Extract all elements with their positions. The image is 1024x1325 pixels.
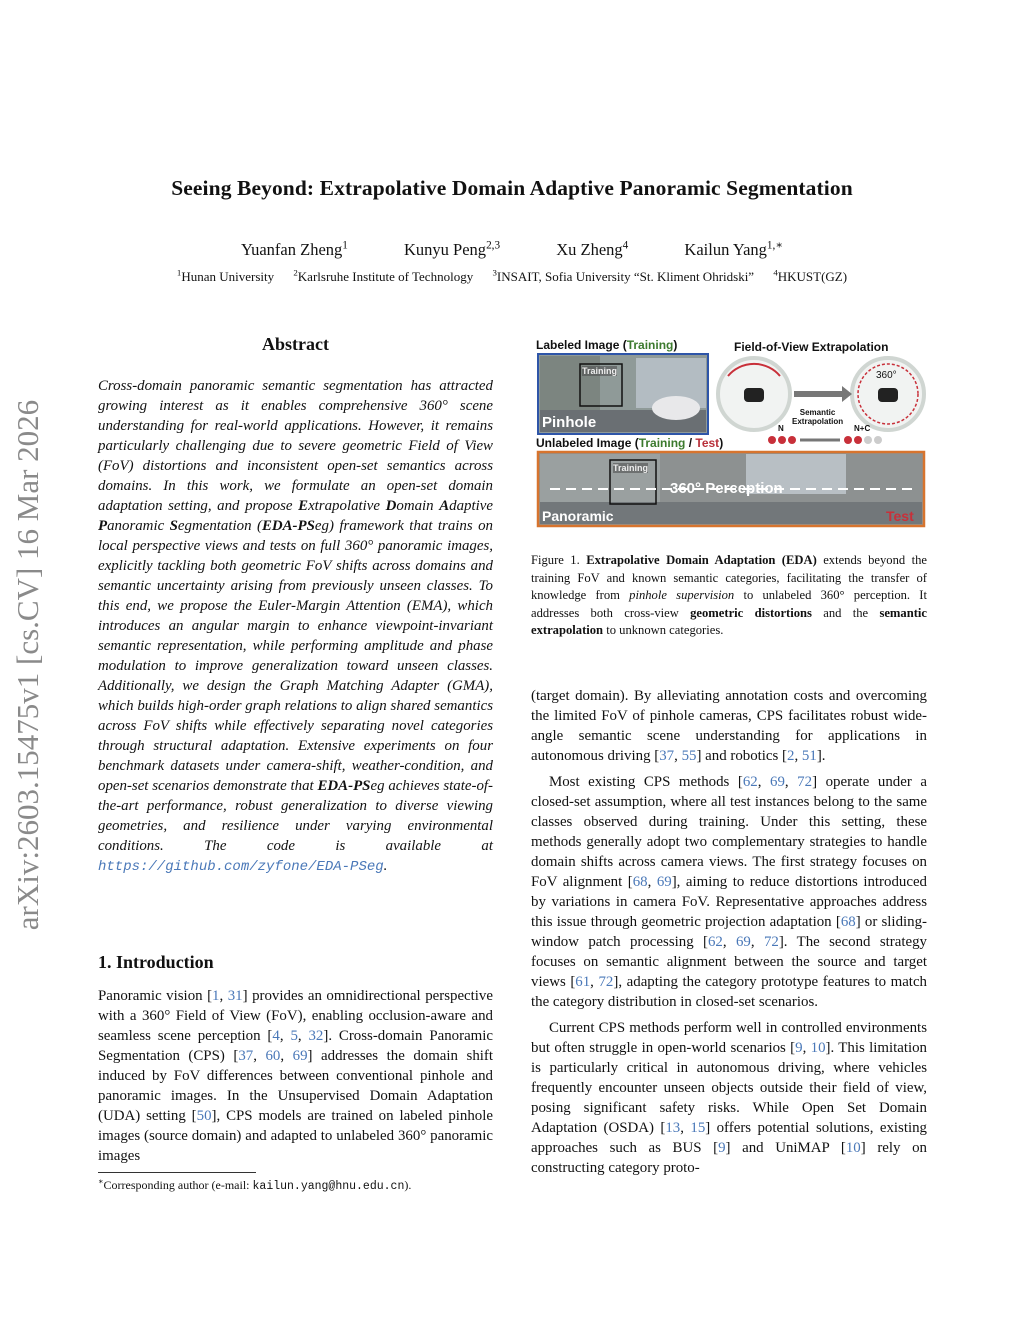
- footnote: ∗Corresponding author (e-mail: kailun.yang@hnu.edu.cn).: [98, 1177, 412, 1193]
- training-tag: Training: [582, 366, 618, 376]
- citation-link[interactable]: 72: [598, 974, 614, 990]
- known-classes-label: N: [778, 424, 784, 433]
- class-dot-unknown: [874, 436, 882, 444]
- citation-link[interactable]: 4: [272, 1028, 280, 1044]
- paragraph: Current CPS methods perform well in controlled environments but often struggle in open-world scenarios [9, 10]. This limitation is particularly critical in autonomous driving, where vehicles frequently encounter unseen objects outside their field of view, posing significant safety risks. While Open Set Domain Adaptation (OSDA) [13, 15] offers potential solutions, existing approaches such as BUS [9] and UniMAP [10] rely on constructing category proto-: [531, 1020, 927, 1176]
- class-dot: [844, 436, 852, 444]
- arxiv-identifier: arXiv:2603.15475v1 [cs.CV] 16 Mar 2026: [10, 399, 45, 931]
- footnote-email[interactable]: kailun.yang@hnu.edu.cn: [252, 1180, 405, 1193]
- citation-link[interactable]: 1: [212, 988, 220, 1004]
- panoramic-label: Panoramic: [542, 508, 614, 524]
- citation-link[interactable]: 37: [659, 748, 675, 764]
- class-dot: [778, 436, 786, 444]
- intro-paragraph: Panoramic vision [1, 31] provides an omnidirectional perspective with a 360° Field of View (FoV), enabling occlusion-aware and seamless scene perception [4, 5, 32]. Cross-domain Panoramic Segmentation (CPS) [37, 60, 69] addresses the domain shift induced by FoV differences between conventional pinhole and panoramic images. In the Unsupervised Domain Adaptation (UDA) setting [50], CPS models are trained on labeled pinhole images (source domain) and adapted to unlabeled 360° panoramic images: [98, 988, 494, 1164]
- citation-link[interactable]: 10: [810, 1040, 826, 1056]
- section-heading-introduction: 1. Introduction: [98, 952, 214, 972]
- car-icon: [878, 388, 898, 402]
- citation-link[interactable]: 13: [665, 1120, 681, 1136]
- car-icon: [744, 388, 764, 402]
- author: Kailun Yang$^{1,∗}$: [684, 239, 783, 259]
- training-tag: Training: [613, 463, 649, 473]
- footnote-rule: [98, 1172, 256, 1173]
- affiliation-list: [0, 269, 1024, 285]
- citation-link[interactable]: 32: [308, 1028, 324, 1044]
- citation-link[interactable]: 9: [795, 1040, 803, 1056]
- author: Kunyu Peng$^{2,3}$: [404, 239, 501, 259]
- citation-link[interactable]: 69: [656, 874, 672, 890]
- citation-link[interactable]: 15: [690, 1120, 706, 1136]
- citation-link[interactable]: 61: [575, 974, 591, 990]
- abstract-body: Cross-domain panoramic semantic segmentation has attracted growing interest as it enables comprehensive 360° scene understanding for real-world applications. However, it remains particularly challenging due to severe geometric Field of View (FoV) distortions and inconsistent open-set semantics across domains. In this work, we formulate an open-set domain adaptation setting, and propose Extrapolative Domain Adaptive Panoramic Segmentation (EDA-PSeg) framework that trains on local perspective views and tests on full 360° panoramic images, explicitly tackling both geometric FoV shifts across domains and semantic uncertainty arising from previously unseen classes. To this end, we propose the Euler-Margin Attention (EMA), which introduces an angular margin to enhance viewpoint-invariant semantic representation, while performing amplitude and phase modulation to improve generalization toward unseen classes. Additionally, we design the Graph Matching Adapter (GMA), which builds high-order graph relations to align shared semantics across FoV shifts while effectively separating novel categories through structural adaptation. Extensive experiments on four benchmark datasets under camera-shift, weather-condition, and open-set scenarios demonstrate that EDA-PSeg achieves state-of-the-art performance, robust generalization to diverse viewing geometries, and resilience under varying environmental conditions. The code is available at https://github.com/zyfone/EDA-PSeg.: [98, 378, 493, 875]
- figure-1: [536, 336, 928, 532]
- known-unknown-classes-label: N+C: [854, 424, 871, 433]
- right-column-text: [531, 686, 927, 1178]
- citation-link[interactable]: 69: [735, 934, 751, 950]
- degree-360-label: 360°: [876, 370, 897, 381]
- pinhole-label: Pinhole: [542, 414, 597, 431]
- citation-link[interactable]: 55: [681, 748, 697, 764]
- citation-link[interactable]: 62: [742, 774, 758, 790]
- citation-link[interactable]: 69: [292, 1048, 308, 1064]
- citation-link[interactable]: 72: [797, 774, 813, 790]
- semantic-extrapolation-label: Semantic Extrapolation: [792, 408, 844, 426]
- citation-link[interactable]: 69: [770, 774, 785, 790]
- paragraph: Most existing CPS methods [62, 69, 72] operate under a closed-set assumption, where all test instances belong to the same classes observed during training. Under this setting, these methods generally adopt two complementary strategies to handle domain shifts across camera views. The first strategy focuses on FoV alignment [68, 69], aiming to reduce distortions introduced by variations in camera FoV. Representative approaches address this issue through geometric projection adaptation [68] or sliding-window patch processing [62, 69, 72]. The second strategy focuses on semantic alignment between the source and target views [61, 72], adapting the category prototype features to match the category distribution in closed-set scenarios.: [531, 774, 928, 1010]
- fov-extrapolation-label: Field-of-View Extrapolation: [734, 340, 889, 354]
- citation-link[interactable]: 31: [227, 988, 243, 1004]
- unlabeled-image-label: Unlabeled Image (Training / Test): [536, 436, 724, 450]
- class-dot-unknown: [864, 436, 872, 444]
- affiliation: $^4$HKUST(GZ): [773, 267, 848, 284]
- citation-link[interactable]: 9: [718, 1140, 726, 1156]
- citation-link[interactable]: 2: [787, 748, 795, 764]
- test-label: Test: [886, 508, 914, 524]
- figure-caption: Figure 1. Extrapolative Domain Adaptation (EDA) extends beyond the training FoV and known semantic categories, facilitating the transfer of knowledge from pinhole supervision to unlabeled 360° perception. It addresses both cross-view geometric distortions and the semantic extrapolation to unknown categories.: [531, 553, 928, 637]
- labeled-image-label: Labeled Image (Training): [536, 338, 678, 352]
- citation-link[interactable]: 62: [707, 934, 723, 950]
- car-shape: [652, 396, 700, 420]
- citation-link[interactable]: 37: [238, 1048, 254, 1064]
- author: Yuanfan Zheng$^1$: [241, 239, 348, 259]
- class-dot: [788, 436, 796, 444]
- affiliation: $^3$INSAIT, Sofia University “St. Kliment Ohridski”: [492, 267, 755, 284]
- citation-link[interactable]: 5: [290, 1028, 298, 1044]
- code-link[interactable]: https://github.com/zyfone/EDA-PSeg: [98, 859, 384, 875]
- abstract-heading: Abstract: [262, 334, 329, 354]
- paragraph: (target domain). By alleviating annotation costs and overcoming the limited FoV of pinhole cameras, CPS facilitates robust wide-angle semantic scene understanding for applications in autonomous driving [37, 55] and robotics [2, 51].: [531, 688, 927, 764]
- affiliation: $^1$Hunan University: [176, 267, 275, 284]
- citation-link[interactable]: 60: [265, 1048, 281, 1064]
- citation-link[interactable]: 72: [763, 934, 779, 950]
- author: Xu Zheng$^4$: [556, 239, 629, 259]
- class-dot: [854, 436, 862, 444]
- affiliation: $^2$Karlsruhe Institute of Technology: [293, 267, 474, 284]
- citation-link[interactable]: 68: [632, 874, 648, 890]
- perception-label: 360° Perception: [670, 480, 783, 497]
- citation-link[interactable]: 68: [840, 914, 856, 930]
- paper-title: Seeing Beyond: Extrapolative Domain Adaptive Panoramic Segmentation: [171, 176, 853, 200]
- class-dot: [768, 436, 776, 444]
- citation-link[interactable]: 10: [845, 1140, 861, 1156]
- author-list: [0, 240, 1024, 260]
- citation-link[interactable]: 50: [196, 1108, 212, 1124]
- citation-link[interactable]: 51: [801, 748, 817, 764]
